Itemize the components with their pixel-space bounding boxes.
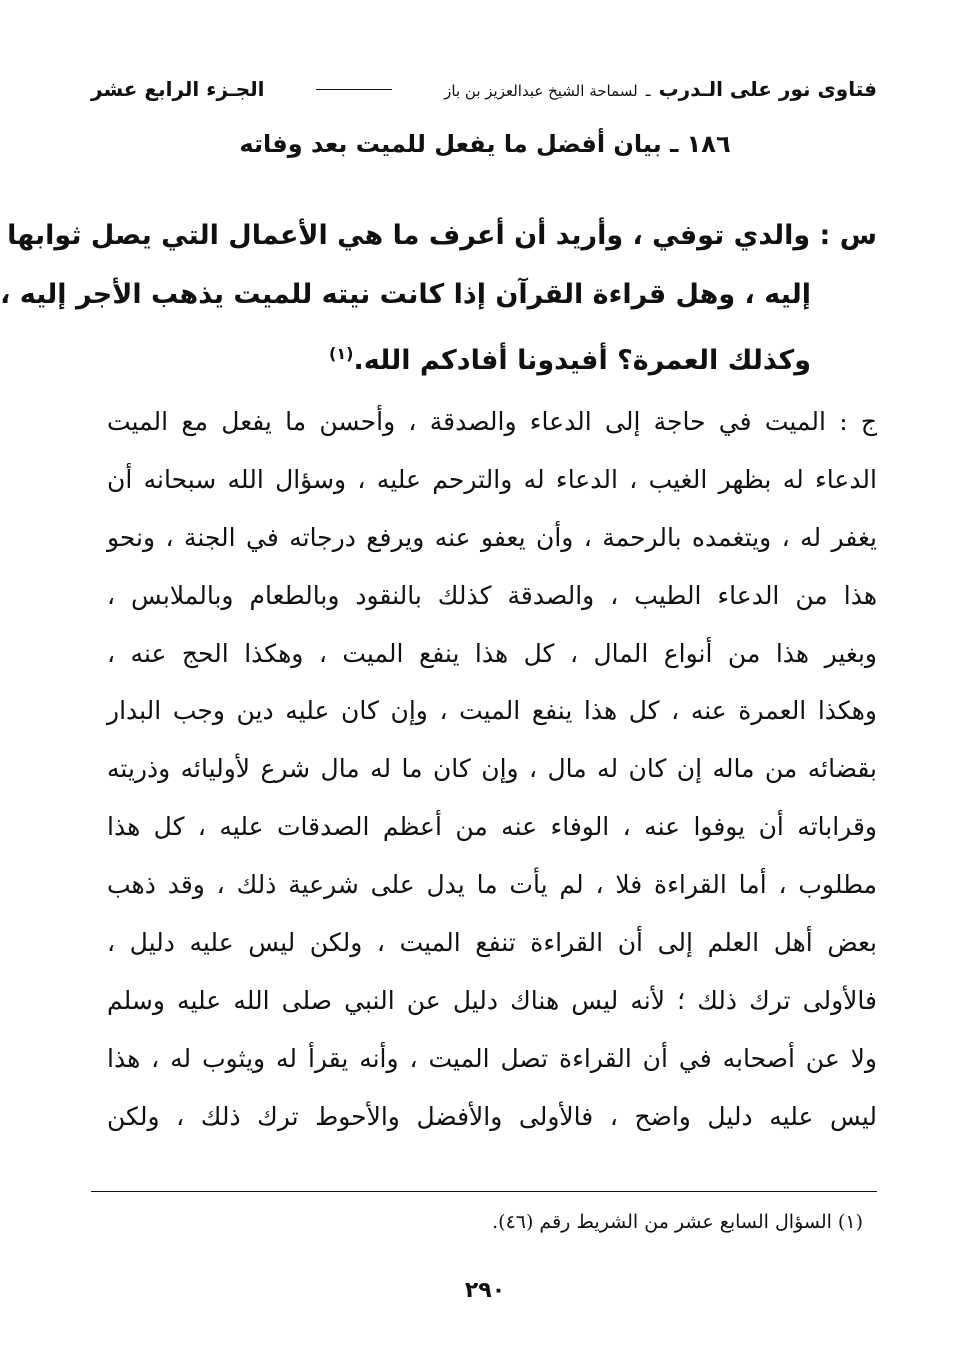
question-line-text: وكذلك العمرة؟ أفيدونا أفادكم الله.	[353, 345, 811, 376]
header-rule	[316, 89, 392, 90]
answer-line: ليس عليه دليل واضح ، فالأولى والأفضل والأحوط ترك ذلك ، ولكن	[107, 1101, 877, 1131]
answer-line: الدعاء له بظهر الغيب ، الدعاء له والترحم عليه ، وسؤال الله سبحانه أن	[107, 464, 877, 494]
answer-line: فالأولى ترك ذلك ؛ لأنه ليس هناك دليل عن النبي صلى الله عليه وسلم	[107, 985, 877, 1015]
answer-line: مطلوب ، أما القراءة فلا ، لم يأت ما يدل على شرعية ذلك ، وقد ذهب	[107, 870, 877, 900]
footnote-separator	[91, 1191, 877, 1192]
book-title: فتاوى نور على الـدرب	[658, 77, 877, 101]
answer-line: وهكذا العمرة عنه ، كل هذا ينفع الميت ، وإن كان عليه دين وجب البدار	[107, 696, 877, 726]
volume-part: الجـزء الرابع عشر	[91, 77, 265, 101]
header-dash: ـ	[645, 81, 651, 100]
footnote: (١) السؤال السابع عشر من الشريط رقم (٤٦).	[492, 1211, 863, 1233]
fatwa-title: ١٨٦ ـ بيان أفضل ما يفعل للميت بعد وفاته	[239, 130, 731, 158]
answer-line: يغفر له ، ويتغمده بالرحمة ، وأن يعفو عنه ويرفع درجاته في الجنة ، ونحو	[107, 522, 877, 552]
answer-line: وقراباته أن يوفوا عنه ، الوفاء عنه من أعظم الصدقات عليه ، كل هذا	[107, 812, 877, 842]
answer-line: بعض أهل العلم إلى أن القراءة تنفع الميت ، ولكن ليس عليه دليل ،	[107, 928, 877, 958]
author-name: لسماحة الشيخ عبدالعزيز بن باز	[444, 82, 638, 100]
question-line: إليه ، وهل قراءة القرآن إذا كانت نيته للميت يذهب الأجر إليه ،	[0, 279, 811, 310]
footnote-reference: (١)	[329, 344, 354, 363]
answer-line: وبغير هذا من أنواع المال ، كل هذا ينفع الميت ، وهكذا الحج عنه ،	[107, 638, 877, 668]
page-number: ٢٩٠	[464, 1278, 506, 1303]
question-block	[0, 206, 877, 383]
running-header	[91, 72, 877, 106]
header-left-group	[444, 77, 877, 101]
answer-block	[107, 393, 877, 1146]
question-line-last	[87, 324, 877, 383]
answer-line: ج : الميت في حاجة إلى الدعاء والصدقة ، وأحسن ما يفعل مع الميت	[107, 407, 877, 436]
answer-line: ولا عن أصحابه في أن القراءة تصل الميت ، وأنه يقرأ له ويثوب له ، هذا	[107, 1043, 877, 1073]
answer-line: بقضائه من ماله إن كان له مال ، وإن كان ما له مال شرع لأوليائه وذريته	[107, 754, 877, 784]
question-line: س : والدي توفي ، وأريد أن أعرف ما هي الأعمال التي يصل ثوابها	[7, 220, 877, 251]
answer-line: هذا من الدعاء الطيب ، والصدقة كذلك بالنقود وبالطعام وبالملابس ،	[107, 580, 877, 610]
